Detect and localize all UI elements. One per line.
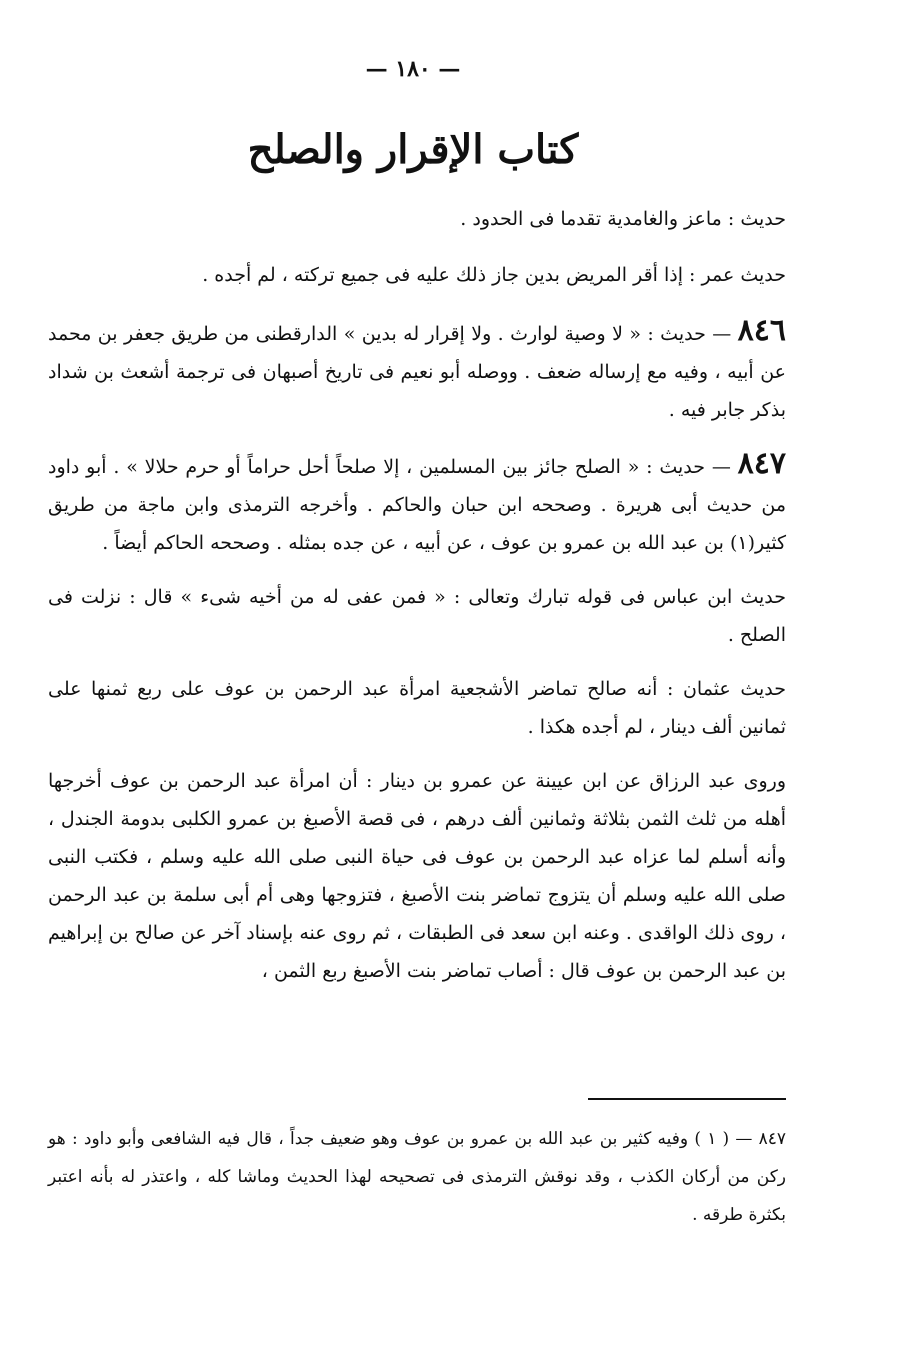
paragraph-umar-hadith: حديث عمر : إذا أقر المريض بدين جاز ذلك عليه فى جميع تركته ، لم أجده . [202, 264, 786, 286]
chapter-title: كتاب الإقرار والصلح [247, 126, 579, 173]
paragraph-abd-al-razzaq-narration: وروى عبد الرزاق عن ابن عيينة عن عمرو بن دينار : أن امرأة عبد الرحمن بن عوف أخرجها أهله من ثلث الثمن بثلاثة وثمانين ألف درهم ، فى قصة الأصبغ بن عمرو الكلبى بدومة الجندل ، وأنه أسلم لما عزاه عبد الرحمن بن عوف فى حياة النبى صلى الله عليه وسلم ، فكتب النبى صلى الله عليه وسلم أن يتزوج تماضر بنت الأصبغ ، فتزوجها وهى أم أبى سلمة بن عبد الرحمن ، روى ذلك الواقدى . وعنه ابن سعد فى الطبقات ، ثم روى عنه بإسناد آخر عن صالح بن إبراهيم بن عبد الرحمن بن عوف قال : أصاب تماضر بنت الأصبغ ربع الثمن ، [48, 770, 786, 982]
paragraph-hadith-846 [48, 312, 786, 429]
paragraph-maiz-hadith: حديث : ماعز والغامدية تقدما فى الحدود . [460, 208, 786, 230]
footnote-divider [588, 1098, 786, 1100]
hadith-number: ٨٤٦ [737, 313, 786, 348]
footnote: ٨٤٧ — ( ١ ) وفيه كثير بن عبد الله بن عمرو بن عوف وهو ضعيف جداً ، قال فيه الشافعى وأبو داود : هو ركن من أركان الكذب ، وقد نوقش الترمذى فى تصحيحه لهذا الحديث وماشا كله ، واعتذر له بأنه اعتبر بكثرة طرقه . [48, 1129, 787, 1225]
hadith-text: — حديث : « لا وصية لوارث . ولا إقرار له بدين » الدارقطنى من طريق جعفر بن محمد عن أبيه ، وفيه مع إرساله ضعف . ووصله أبو نعيم فى تاريخ أصبهان فى ترجمة أشعث بن شداد بذكر جابر فيه . [48, 323, 786, 421]
paragraph-hadith-847 [48, 445, 786, 562]
paragraph-uthman-hadith: حديث عثمان : أنه صالح تماضر الأشجعية امرأة عبد الرحمن بن عوف على ربع ثمنها على ثمانين ألف دينار ، لم أجده هكذا . [48, 678, 786, 738]
page-number: — ١٨٠ — [365, 56, 461, 82]
main-text [48, 200, 786, 990]
hadith-number: ٨٤٧ [737, 446, 786, 481]
paragraph-ibn-abbas-hadith: حديث ابن عباس فى قوله تبارك وتعالى : « فمن عفى له من أخيه شىء » قال : نزلت فى الصلح . [48, 586, 786, 646]
hadith-text: — حديث : « الصلح جائز بين المسلمين ، إلا صلحاً أحل حراماً أو حرم حلالا » . أبو داود من حديث أبى هريرة . وصححه ابن حبان والحاكم . وأخرجه الترمذى وابن ماجة من طريق كثير(١) بن عبد الله بن عمرو بن عوف ، عن أبيه ، عن جده بمثله . وصححه الحاكم أيضاً . [48, 456, 786, 554]
